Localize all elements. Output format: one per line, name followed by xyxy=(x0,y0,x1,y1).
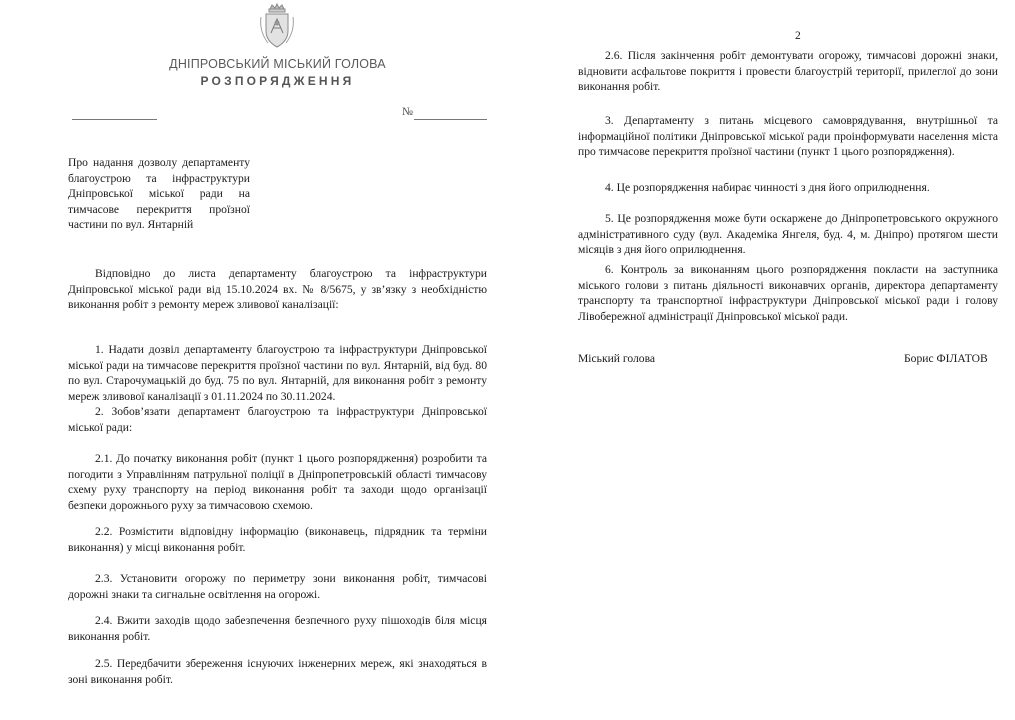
paragraph-preamble: Відповідно до листа департаменту благоустрою та інфраструктури Дніпровської міської ради від 15.10.2024 вх. № 8/5675, у зв’язку з необхідністю виконання робіт з ремонту мереж зливової каналізації: xyxy=(68,267,487,311)
paragraph-2-2: 2.2. Розмістити відповідну інформацію (виконавець, підрядник та терміни виконання) у місці виконання робіт. xyxy=(68,525,487,554)
page-number: 2 xyxy=(795,30,801,42)
date-blank-line xyxy=(72,119,157,120)
paragraph-2-4: 2.4. Вжити заходів щодо забезпечення безпечного руху пішоходів біля місця виконання робіт. xyxy=(68,614,487,643)
paragraph-2: 2. Зобов’язати департамент благоустрою та інфраструктури Дніпровської міської ради: xyxy=(68,405,487,434)
number-blank-line xyxy=(414,119,487,120)
paragraph-4: 4. Це розпорядження набирає чинності з дня його оприлюднення. xyxy=(605,181,930,194)
paragraph-2-5: 2.5. Передбачити збереження існуючих інженерних мереж, які знаходяться в зоні виконання робіт. xyxy=(68,657,487,686)
paragraph-3: 3. Департаменту з питань місцевого самоврядування, внутрішньої та інформаційної політики Дніпровської міської ради проінформувати населення міста про тимчасове перекриття проїзної частини (пункт 1 цього розпорядження). xyxy=(578,114,998,158)
document-type: РОЗПОРЯДЖЕННЯ xyxy=(200,74,355,88)
issuer-title: ДНІПРОВСЬКИЙ МІСЬКИЙ ГОЛОВА xyxy=(169,57,386,71)
document-subject: Про надання дозволу департаменту благоустрою та інфраструктури Дніпровської міської ради на тимчасове перекриття проїзної частини по вул. Янтарній xyxy=(68,156,250,231)
signature-title: Міський голова xyxy=(578,352,656,365)
paragraph-2-1: 2.1. До початку виконання робіт (пункт 1 цього розпорядження) розробити та погодити з Управлінням патрульної поліції в Дніпропетровській області тимчасову схему руху транспорту на період виконання робіт та заходи щодо організації безпеки дорожнього руху за тимчасовою схемою. xyxy=(68,452,487,512)
paragraph-5: 5. Це розпорядження може бути оскаржене до Дніпропетровського окружного адміністративного суду (вул. Академіка Янгеля, буд. 4, м. Дніпро) протягом шести місяців з дня його оприлюднення. xyxy=(578,212,998,256)
number-sign: № xyxy=(402,106,413,118)
paragraph-2-3: 2.3. Установити огорожу по периметру зони виконання робіт, тимчасові дорожні знаки та сигнальне освітлення на огорожі. xyxy=(68,572,487,601)
paragraph-6: 6. Контроль за виконанням цього розпорядження покласти на заступника міського голови з питань діяльності виконавчих органів, директора департаменту транспорту та транспортної інфраструктури Дніпровської міської ради і голову Лівобережної адміністрації Дніпровської міської ради. xyxy=(578,263,998,323)
paragraph-2-6: 2.6. Після закінчення робіт демонтувати огорожу, тимчасові дорожні знаки, відновити асфальтове покриття і провести благоустрій території, прилеглої до зони виконання робіт. xyxy=(578,49,998,93)
document-page-1 xyxy=(0,0,507,720)
paragraph-1: 1. Надати дозвіл департаменту благоустрою та інфраструктури Дніпровської міської ради на тимчасове перекриття проїзної частини по вул. Янтарній, від буд. 80 по вул. Старочумацькій до буд. 75 по вул. Янтарній, для виконання робіт з ремонту мереж зливової каналізації з 01.11.2024 по 30.11.2024. xyxy=(68,343,487,403)
document-page-2 xyxy=(508,0,1015,720)
signature-name: Борис ФІЛАТОВ xyxy=(904,352,988,365)
coat-of-arms-icon xyxy=(258,3,296,51)
